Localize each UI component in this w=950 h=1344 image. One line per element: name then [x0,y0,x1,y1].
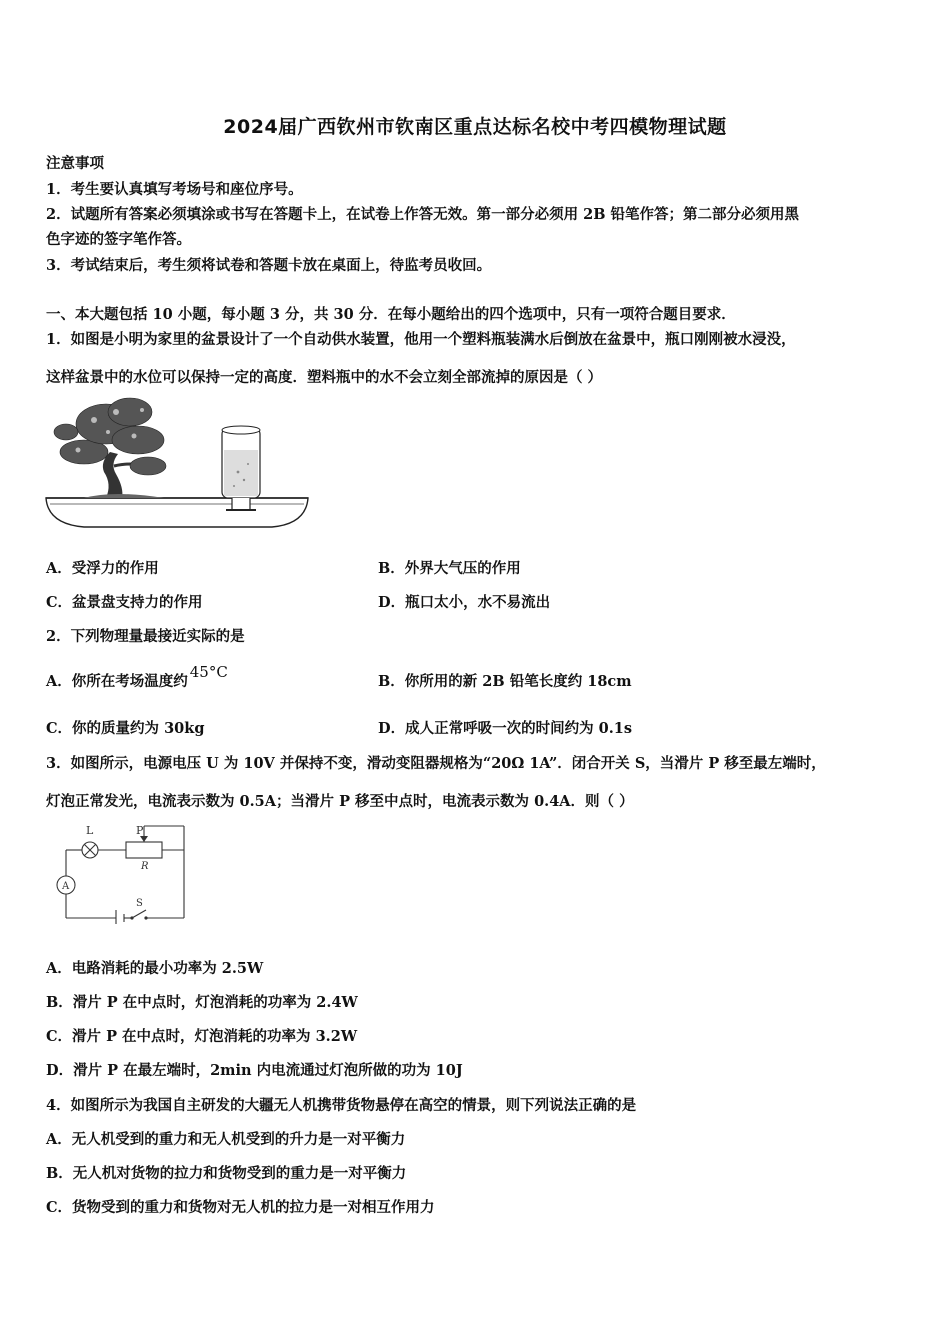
q4-option-a[interactable]: A．无人机受到的重力和无人机受到的升力是一对平衡力 [46,1131,406,1148]
q1-option-a[interactable]: A．受浮力的作用 [46,560,159,577]
notice-item: 2．试题所有答案必须填涂或书写在答题卡上，在试卷上作答无效。第一部分必须用 2B 铅笔作答；第二部分必须用黑 [46,206,800,223]
q3-option-b[interactable]: B．滑片 P 在中点时，灯泡消耗的功率为 2.4W [46,994,358,1011]
q2-option-c[interactable]: C．你的质量约为 30kg [46,720,205,737]
circuit-label-ammeter: A [62,881,70,892]
notice-heading: 注意事项 [46,155,104,172]
q1-option-b[interactable]: B．外界大气压的作用 [378,560,521,577]
q2-option-b[interactable]: B．你所用的新 2B 铅笔长度约 18cm [378,673,632,690]
q3-option-c[interactable]: C．滑片 P 在中点时，灯泡消耗的功率为 3.2W [46,1028,358,1045]
q4-option-c[interactable]: C．货物受到的重力和货物对无人机的拉力是一对相互作用力 [46,1199,435,1216]
q1-stem: 这样盆景中的水位可以保持一定的高度．塑料瓶中的水不会立刻全部流掉的原因是（ ） [46,369,603,386]
circuit-label-slider: P [136,824,144,837]
q1-option-c[interactable]: C．盆景盘支持力的作用 [46,594,203,611]
bonsai-water-supply-figure [44,392,312,530]
section-intro: 一、本大题包括 10 小题，每小题 3 分，共 30 分．在每小题给出的四个选项中，只有一项符合题目要求． [46,306,736,323]
notice-item: 色字迹的签字笔作答。 [46,231,191,248]
q2-option-a-text: A．你所在考场温度约 [46,673,188,690]
notice-item: 1．考生要认真填写考场号和座位序号。 [46,181,303,198]
q4-option-b[interactable]: B．无人机对货物的拉力和货物受到的重力是一对平衡力 [46,1165,407,1182]
q2-stem: 2．下列物理量最接近实际的是 [46,628,245,645]
circuit-diagram [50,822,190,924]
page-title: 2024届广西钦州市钦南区重点达标名校中考四模物理试题 [223,116,727,138]
circuit-label-switch: S [136,898,143,909]
q3-stem: 灯泡正常发光，电流表示数为 0.5A；当滑片 P 移至中点时，电流表示数为 0.4A．则（ ） [46,793,634,810]
q2-option-a[interactable] [46,663,228,691]
q1-stem: 1．如图是小明为家里的盆景设计了一个自动供水装置，他用一个塑料瓶装满水后倒放在盆景中，瓶口刚刚被水浸没， [46,331,796,348]
q4-stem: 4．如图所示为我国自主研发的大疆无人机携带货物悬停在高空的情景，则下列说法正确的是 [46,1097,637,1114]
q3-stem: 3．如图所示，电源电压 U 为 10V 并保持不变，滑动变阻器规格为“20Ω 1A”．闭合开关 S，当滑片 P 移至最左端时， [46,755,826,772]
q2-option-a-value: 45°C [189,663,228,681]
q2-option-d[interactable]: D．成人正常呼吸一次的时间约为 0.1s [378,720,633,737]
q1-option-d[interactable]: D．瓶口太小，水不易流出 [378,594,551,611]
notice-item: 3．考试结束后，考生须将试卷和答题卡放在桌面上，待监考员收回。 [46,257,492,274]
circuit-label-resistor: R [141,861,149,872]
q3-option-d[interactable]: D．滑片 P 在最左端时，2min 内电流通过灯泡所做的功为 10J [46,1062,463,1079]
circuit-label-lamp: L [86,824,94,837]
q3-option-a[interactable]: A．电路消耗的最小功率为 2.5W [46,960,264,977]
